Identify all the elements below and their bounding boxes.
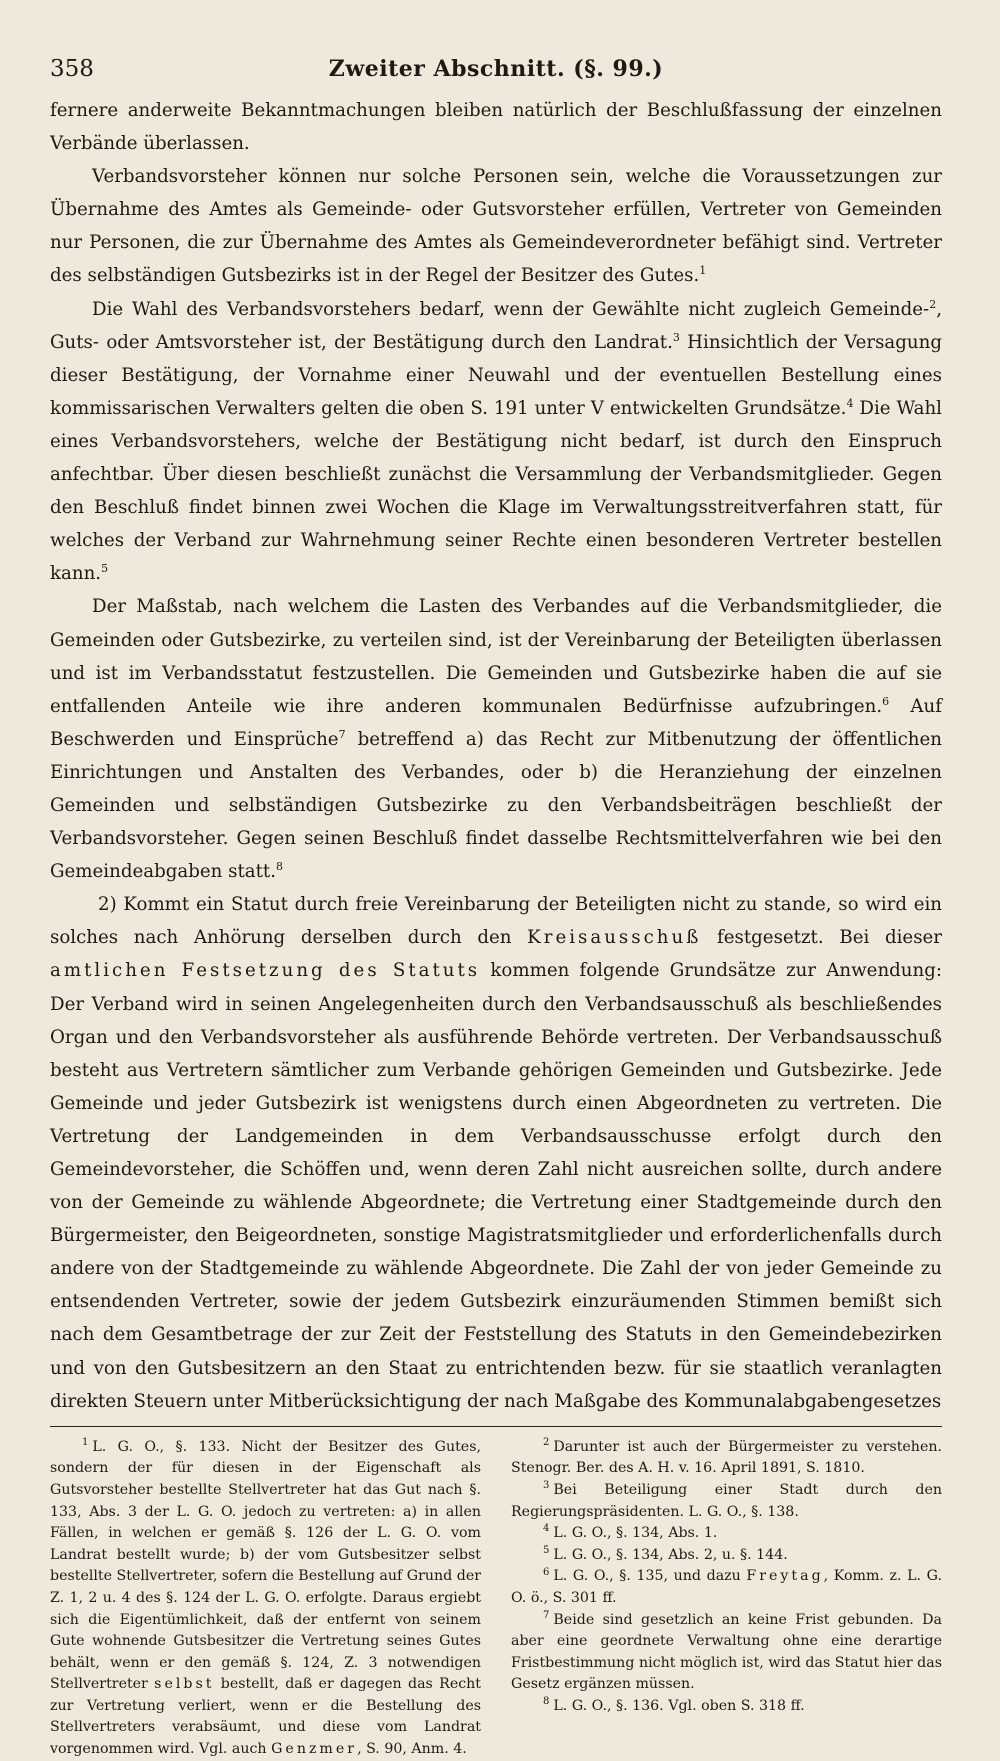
footnote: $^2$ Darunter ist auch der Bürgermeister zu verstehen. Stenogr. Ber. des A. H. v. 16. April 1891, S. 1810. (511, 1437, 942, 1477)
footnote-ref: 5 (101, 562, 109, 576)
page-header (50, 44, 942, 84)
page-number: 358 (50, 56, 94, 82)
paragraph: 2) Kommt ein Statut durch freie Vereinbarung der Beteiligten nicht zu stande, so wird ein solches nach Anhörung derselben durch den Kreisausschuß festgesetzt. Bei dieser amtlichen Festsetzung des Statuts kommen folgende Grundsätze zur Anwendung: Der Verband wird in seinen Angelegenheiten durch den Verbandsausschuß als beschließendes Organ und den Verbandsvorsteher als ausführende Behörde vertreten. Der Verbandsausschuß besteht aus Vertretern sämtlicher zum Verbande gehörigen Gemeinden und Gutsbezirke. Jede Gemeinde und jeder Gutsbezirk ist wenigstens durch einen Abgeordneten zu vertreten. Die Vertretung der Landgemeinden in dem Verbandsausschusse erfolgt durch den Gemeindevorsteher, die Schöffen und, wenn deren Zahl nicht ausreichen sollte, durch andere von der Gemeinde zu wählende Abgeordnete; die Vertretung einer Stadtgemeinde durch den Bürgermeister, den Beigeordneten, sonstige Magistratsmitglieder und erforderlichenfalls durch andere von der Stadtgemeinde zu wählende Abgeordnete. Die Zahl der von jeder Gemeinde zu entsendenden Vertreter, sowie der jedem Gutsbezirk einzuräumenden Stimmen bemißt sich nach dem Gesamtbetrage der zur Zeit der Feststellung des Statuts in den Gemeindebezirken und von den Gutsbesitzern an den Staat zu entrichtenden bezw. für sie staatlich veranlagten direkten Steuern unter Mitberücksichtigung der nach Maßgabe des Kommunalabgabengesetzes (50, 894, 942, 1412)
paragraph: Verbandsvorsteher können nur solche Personen sein, welche die Voraussetzungen zur Übernahme des Amtes als Gemeinde- oder Gutsvorsteher erfüllen, Vertreter von Gemeinden nur Personen, die zur Übernahme des Amtes als Gemeindeverordneter befähigt sind. Vertreter des selbständigen Gutsbezirks ist in der Regel der Besitzer des Gutes.$^1$ (50, 166, 942, 287)
footnote-column-left (50, 1437, 481, 1761)
footnote: $^4$ L. G. O., §. 134, Abs. 1. (543, 1523, 718, 1542)
running-title: Zweiter Abschnitt. (§. 99.) (328, 56, 664, 82)
footnote-ref: 1 (699, 264, 707, 278)
footnote-column-right (511, 1437, 942, 1761)
footnote: $^6$ L. G. O., §. 135, und dazu Freytag, Komm. z. L. G. O. ö., S. 301 ff. (511, 1566, 942, 1606)
footnote-ref: 2 (929, 297, 937, 311)
footnote: $^5$ L. G. O., §. 134, Abs. 2, u. §. 144. (543, 1544, 788, 1563)
footnote: $^1$ L. G. O., §. 133. Nicht der Besitzer des Gutes, sondern der für diesen in der Eigenschaft als Gutsvorsteher bestellte Stellvertreter hat das Gut nach §. 133, Abs. 3 der L. G. O. jedoch zu vertreten: a) in allen Fällen, in welchen er gemäß §. 126 der L. G. O. vom Landrat bestellt wurde; b) der vom Gutsbesitzer selbst bestellte Stellvertreter, sofern die Bestellung auf Grund der Z. 1, 2 u. 4 des §. 124 der L. G. O. erfolgte. Daraus ergiebt sich die Eigentümlichkeit, daß der entfernt von seinem Gute wohnende Gutsbesitzer die Vertretung seines Gutes behält, wenn er den gemäß §. 124, Z. 3 notwendigen Stellvertreter selbst bestellt, daß er dagegen das Recht zur Vertretung verliert, wenn er die Bestellung des Stellvertreters verabsäumt, und diese vom Landrat vorgenommen wird. Vgl. auch Genzmer, S. 90, Anm. 4. (50, 1437, 482, 1758)
footnote-ref: 3 (672, 330, 680, 344)
footnote: $^3$ Bei Beteiligung einer Stadt durch den Regierungspräsidenten. L. G. O., §. 138. (511, 1480, 942, 1520)
footnotes (50, 1437, 942, 1761)
footnote: $^7$ Beide sind gesetzlich an keine Frist gebunden. Da aber eine geordnete Verwaltung ohne eine derartige Fristbestimmung nicht möglich ist, wird das Statut hier das Gesetz ergänzen müssen. (511, 1609, 942, 1693)
footnote-ref: 8 (276, 860, 283, 874)
paragraph: Der Maßstab, nach welchem die Lasten des Verbandes auf die Verbandsmitglieder, die Gemeinden oder Gutsbezirke, zu verteilen sind, ist der Vereinbarung der Beteiligten überlassen und ist im Verbandsstatut festzustellen. Die Gemeinden und Gutsbezirke haben die auf sie entfallenden Anteile wie ihre anderen kommunalen Bedürfnisse aufzubringen.$^6$ Auf Beschwerden und Einsprüche$^7$ betreffend a) das Recht zur Mitbenutzung der öffentlichen Einrichtungen und Anstalten des Verbandes, oder b) die Heranziehung der einzelnen Gemeinden und selbständigen Gutsbezirke zu den Verbandsbeiträgen beschließt der Verbandsvorsteher. Gegen seinen Beschluß findet dasselbe Rechtsmittelverfahren wie bei den Gemeindeabgaben statt.$^8$ (50, 596, 942, 883)
paragraph: fernere anderweite Bekanntmachungen bleiben natürlich der Beschlußfassung der einzelnen Verbände überlassen. (50, 100, 942, 155)
main-text (50, 94, 942, 1418)
footnote-separator (50, 1426, 942, 1427)
paragraph: Die Wahl des Verbandsvorstehers bedarf, wenn der Gewählte nicht zugleich Gemeinde-$^2$, Guts- oder Amtsvorsteher ist, der Bestätigung durch den Landrat.$^3$ Hinsichtlich der Versagung dieser Bestätigung, der Vornahme einer Neuwahl und der eventuellen Bestellung eines kommissarischen Verwalters gelten die oben S. 191 unter V entwickelten Grundsätze.$^4$ Die Wahl eines Verbandsvorstehers, welche der Bestätigung nicht bedarf, ist durch den Einspruch anfechtbar. Über diesen beschließt zunächst die Versammlung der Verbandsmitglieder. Gegen den Beschluß findet binnen zwei Wochen die Klage im Verwaltungsstreitverfahren statt, für welches der Verband zur Wahrnehmung seiner Rechte einen besonderen Vertreter bestellen kann.$^5$ (50, 297, 943, 585)
footnote-ref: 4 (846, 396, 854, 410)
footnote-ref: 7 (338, 727, 346, 741)
footnote: $^8$ L. G. O., §. 136. Vgl. oben S. 318 ff. (543, 1696, 805, 1714)
footnote-ref: 6 (882, 694, 890, 708)
